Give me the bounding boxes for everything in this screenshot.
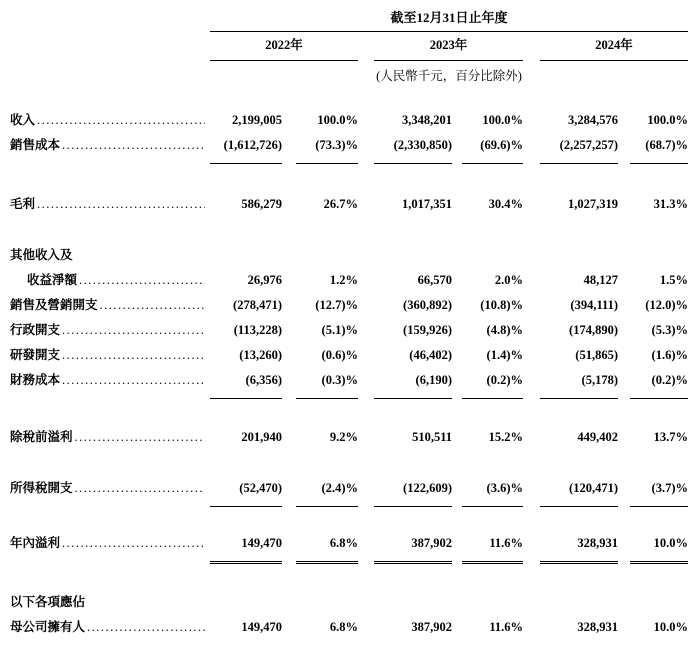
cell-2022-pct: 26.7% (323, 197, 358, 211)
double-rule-row (10, 561, 700, 564)
dot-leader (100, 293, 205, 318)
cell-2022-amount: (52,470) (239, 481, 282, 495)
double-rule-line (630, 561, 688, 564)
cell-2022-pct: (0.3)% (321, 373, 358, 387)
cell-2023-pct: (1.4)% (486, 348, 523, 362)
unit-note: (人民幣千元，百分比除外) (376, 69, 522, 83)
rule-line (210, 506, 282, 507)
double-rule-line (540, 561, 618, 564)
double-rule-line (462, 561, 523, 564)
dot-leader (62, 318, 205, 343)
cell-2023-pct: 11.6% (489, 536, 523, 550)
cell-2024-pct: (3.7)% (651, 481, 688, 495)
row-label-text: 行政開支 (10, 323, 61, 337)
row-label-text: 收入 (10, 113, 36, 127)
row-label-text: 研發開支 (10, 348, 61, 362)
cell-2023-pct: 100.0% (482, 113, 523, 127)
row-label (10, 368, 210, 393)
cell-2023-amount: (46,402) (409, 348, 452, 362)
cell-2024-amount: (394,111) (570, 298, 618, 312)
cell-2023-pct: (10.8)% (480, 298, 523, 312)
row-admin-expenses (10, 318, 700, 343)
rule-line (540, 398, 618, 399)
row-label (10, 343, 210, 368)
cell-2023-pct: 2.0% (494, 273, 523, 287)
rule-line (540, 506, 618, 507)
rule-line (540, 163, 618, 164)
rule-line (462, 506, 523, 507)
row-owners-of-parent (10, 615, 700, 640)
cell-2024-pct: 10.0% (653, 620, 688, 634)
cell-2022-amount: (1,612,726) (223, 138, 282, 152)
row-label (10, 531, 210, 556)
row-other-income-label (10, 243, 700, 268)
dot-leader (75, 476, 205, 501)
cell-2024-amount: 1,027,319 (568, 197, 618, 211)
cell-2024-pct: (12.0)% (645, 298, 688, 312)
cell-2022-pct: (12.7)% (315, 298, 358, 312)
cell-2024-pct: (1.6)% (651, 348, 688, 362)
cell-2023-amount: 387,902 (411, 620, 452, 634)
header-rule (210, 31, 688, 32)
cell-2022-pct: 100.0% (317, 113, 358, 127)
cell-2023-pct: (3.6)% (486, 481, 523, 495)
header-title-row (10, 8, 700, 28)
rule-line (296, 506, 358, 507)
rule-line (210, 163, 282, 164)
dot-leader (37, 108, 205, 133)
row-other-income-net (10, 268, 700, 293)
cell-2023-pct: (69.6)% (480, 138, 523, 152)
row-selling-marketing-expenses (10, 293, 700, 318)
rule-line (296, 163, 358, 164)
row-label-text: 收益淨額 (27, 273, 78, 287)
row-label (10, 133, 210, 158)
cell-2022-amount: 201,940 (241, 430, 282, 444)
cell-2023-amount: (6,190) (415, 373, 452, 387)
row-label (10, 108, 210, 133)
cell-2024-pct: (68.7)% (645, 138, 688, 152)
row-label (10, 318, 210, 343)
rule-line (374, 163, 452, 164)
cell-2024-pct: 13.7% (653, 430, 688, 444)
rule-line (210, 398, 282, 399)
cell-2022-pct: 6.8% (329, 620, 358, 634)
cell-2024-amount: 449,402 (577, 430, 618, 444)
cell-2024-pct: 10.0% (653, 536, 688, 550)
cell-2023-amount: 3,348,201 (402, 113, 452, 127)
dot-leader (75, 425, 205, 450)
cell-2024-amount: (174,890) (569, 323, 618, 337)
rule-line (462, 163, 523, 164)
rule-line (630, 163, 688, 164)
row-cost-of-sales (10, 133, 700, 158)
cell-2023-amount: (2,330,850) (393, 138, 452, 152)
row-label (10, 243, 210, 268)
cell-2022-pct: (0.6)% (321, 348, 358, 362)
cell-2023-pct: 11.6% (489, 620, 523, 634)
dot-leader (62, 368, 205, 393)
row-rd-expenses (10, 343, 700, 368)
double-rule-line (296, 561, 358, 564)
cell-2022-amount: 26,976 (247, 273, 282, 287)
cell-2024-amount: (51,865) (575, 348, 618, 362)
row-profit-before-tax (10, 425, 700, 450)
cell-2024-amount: 48,127 (583, 273, 618, 287)
cell-2022-pct: 6.8% (329, 536, 358, 550)
cell-2022-amount: (278,471) (233, 298, 282, 312)
column-rule-row (10, 398, 700, 399)
dot-leader (62, 343, 205, 368)
row-label (10, 268, 210, 293)
row-label-text: 其他收入及 (10, 248, 73, 262)
cell-2022-amount: (113,228) (233, 323, 282, 337)
col-header-2024: 2024年 (540, 34, 688, 61)
row-income-tax-expense (10, 476, 700, 501)
unit-note-row (10, 66, 700, 86)
rule-line (374, 398, 452, 399)
cell-2022-amount: 149,470 (241, 536, 282, 550)
cell-2023-amount: (360,892) (403, 298, 452, 312)
cell-2024-pct: (0.2)% (651, 373, 688, 387)
row-label-text: 銷售成本 (10, 138, 61, 152)
cell-2023-pct: 30.4% (488, 197, 523, 211)
row-label-text: 母公司擁有人 (10, 620, 86, 634)
cell-2024-amount: 328,931 (577, 536, 618, 550)
dot-leader (79, 268, 205, 293)
cell-2023-amount: 1,017,351 (402, 197, 452, 211)
cell-2024-amount: (120,471) (569, 481, 618, 495)
rule-line (462, 398, 523, 399)
cell-2022-pct: (2.4)% (321, 481, 358, 495)
cell-2023-amount: 510,511 (412, 430, 452, 444)
cell-2022-amount: 149,470 (241, 620, 282, 634)
rule-line (296, 398, 358, 399)
cell-2024-pct: 100.0% (647, 113, 688, 127)
row-label (10, 192, 210, 217)
cell-2022-pct: 9.2% (329, 430, 358, 444)
row-label (10, 615, 210, 640)
cell-2022-pct: (73.3)% (315, 138, 358, 152)
column-rule-row (10, 163, 700, 164)
cell-2022-amount: 2,199,005 (232, 113, 282, 127)
col-header-2022: 2022年 (210, 34, 358, 61)
row-profit-for-year (10, 531, 700, 556)
row-gross-profit (10, 192, 700, 217)
row-label (10, 476, 210, 501)
dot-leader (37, 192, 205, 217)
dot-leader (62, 133, 205, 158)
cell-2022-amount: 586,279 (241, 197, 282, 211)
row-label-text: 以下各項應佔 (10, 595, 86, 609)
column-rule-row (10, 506, 700, 507)
cell-2022-amount: (13,260) (239, 348, 282, 362)
rule-line (374, 506, 452, 507)
double-rule-line (374, 561, 452, 564)
cell-2024-amount: 3,284,576 (568, 113, 618, 127)
year-header-row (10, 34, 700, 61)
row-finance-costs (10, 368, 700, 393)
cell-2023-amount: (159,926) (403, 323, 452, 337)
row-label-text: 財務成本 (10, 373, 61, 387)
cell-2024-pct: 31.3% (653, 197, 688, 211)
cell-2022-amount: (6,356) (245, 373, 282, 387)
row-revenue (10, 108, 700, 133)
row-label (10, 425, 210, 450)
row-attributable-to-label (10, 590, 700, 615)
header-rule-row (10, 28, 700, 32)
row-label-text: 毛利 (10, 197, 36, 211)
dot-leader (62, 531, 205, 556)
rule-line (630, 506, 688, 507)
cell-2024-pct: 1.5% (659, 273, 688, 287)
row-label-text: 除稅前溢利 (10, 430, 73, 444)
row-label-text: 銷售及營銷開支 (10, 298, 98, 312)
cell-2023-pct: (4.8)% (486, 323, 523, 337)
cell-2024-pct: (5.3)% (651, 323, 688, 337)
double-rule-line (210, 561, 282, 564)
cell-2023-amount: 66,570 (417, 273, 452, 287)
rule-line (630, 398, 688, 399)
col-header-2023: 2023年 (374, 34, 523, 61)
row-label (10, 590, 210, 615)
row-label-text: 所得稅開支 (10, 481, 73, 495)
cell-2023-amount: 387,902 (411, 536, 452, 550)
cell-2022-pct: (5.1)% (321, 323, 358, 337)
cell-2023-amount: (122,609) (403, 481, 452, 495)
row-label (10, 293, 210, 318)
cell-2024-amount: 328,931 (577, 620, 618, 634)
cell-2023-pct: (0.2)% (486, 373, 523, 387)
cell-2024-amount: (2,257,257) (559, 138, 618, 152)
cell-2022-pct: 1.2% (329, 273, 358, 287)
cell-2023-pct: 15.2% (488, 430, 523, 444)
table-title: 截至12月31日止年度 (390, 10, 508, 25)
cell-2024-amount: (5,178) (581, 373, 618, 387)
dot-leader (87, 615, 205, 640)
row-label-text: 年內溢利 (10, 536, 61, 550)
